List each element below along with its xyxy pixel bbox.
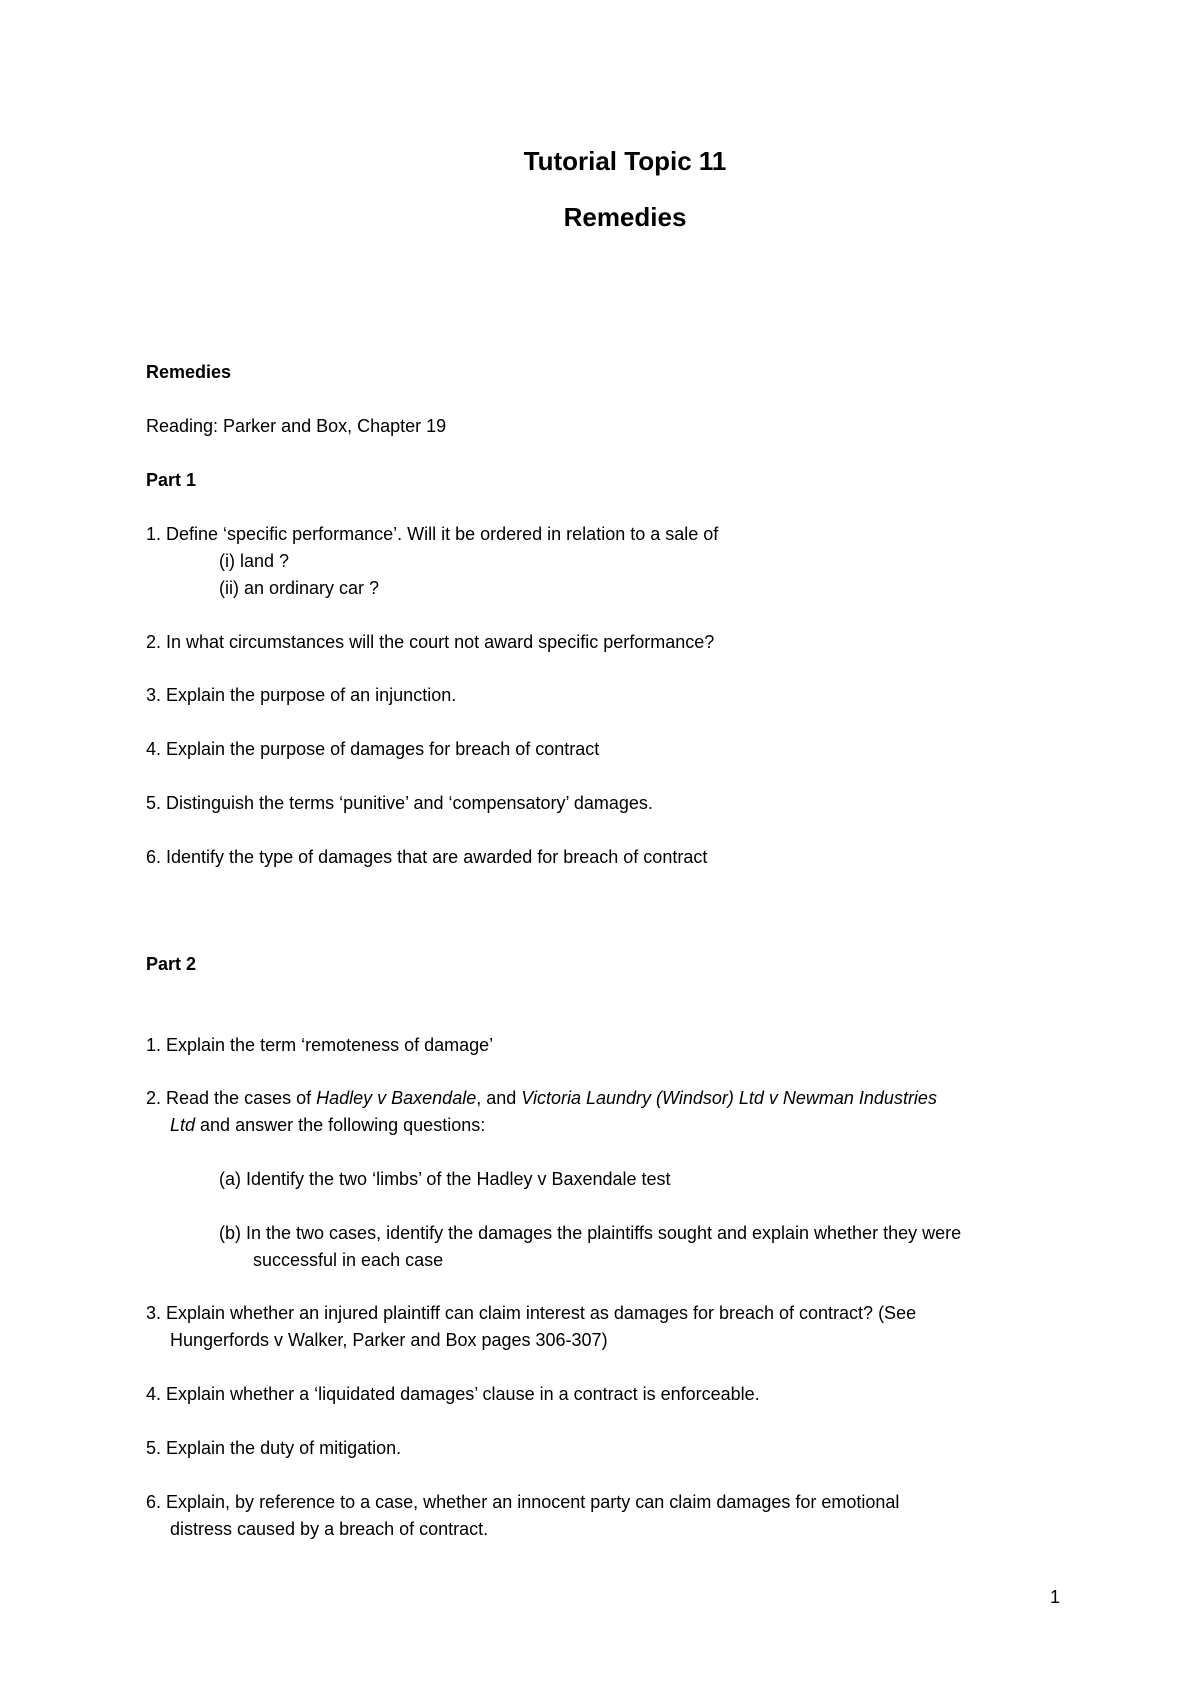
part1-question-6: 6. Identify the type of damages that are awarded for breach of contract xyxy=(146,847,708,867)
part2-question-3-line2: Hungerfords v Walker, Parker and Box pages 306-307) xyxy=(170,1330,608,1350)
case-victoria-laundry-cont: Ltd xyxy=(170,1115,196,1135)
part2-question-6-line2: distress caused by a breach of contract. xyxy=(170,1519,489,1539)
part1-question-1-i: (i) land ? xyxy=(219,551,290,571)
part2-heading: Part 2 xyxy=(146,954,197,974)
section-heading: Remedies xyxy=(146,362,232,382)
part2-q2-mid: , and xyxy=(476,1088,522,1108)
part1-question-3: 3. Explain the purpose of an injunction. xyxy=(146,685,457,705)
case-victoria-laundry: Victoria Laundry (Windsor) Ltd v Newman Industries xyxy=(521,1088,937,1108)
part1-question-4: 4. Explain the purpose of damages for breach of contract xyxy=(146,739,600,759)
case-hadley-v-baxendale: Hadley v Baxendale xyxy=(316,1088,477,1108)
part1-question-2: 2. In what circumstances will the court not award specific performance? xyxy=(146,632,715,652)
part2-question-4: 4. Explain whether a ‘liquidated damages’ clause in a contract is enforceable. xyxy=(146,1384,760,1404)
part2-question-2-b-line2: successful in each case xyxy=(253,1250,444,1270)
part1-question-5: 5. Distinguish the terms ‘punitive’ and ‘compensatory’ damages. xyxy=(146,793,653,813)
document-subtitle: Remedies xyxy=(563,202,687,232)
part2-q2-suffix: and answer the following questions: xyxy=(195,1115,486,1135)
part2-question-2-a: (a) Identify the two ‘limbs’ of the Hadley v Baxendale test xyxy=(219,1169,671,1189)
part2-question-2-line2 xyxy=(170,1114,485,1136)
part2-question-2-b-line1: (b) In the two cases, identify the damages the plaintiffs sought and explain whether they were xyxy=(219,1223,962,1243)
part2-question-6-line1: 6. Explain, by reference to a case, whether an innocent party can claim damages for emotional xyxy=(146,1492,900,1512)
part1-question-1: 1. Define ‘specific performance’. Will it be ordered in relation to a sale of xyxy=(146,524,719,544)
part2-q2-prefix: 2. Read the cases of xyxy=(146,1088,317,1108)
reading-line: Reading: Parker and Box, Chapter 19 xyxy=(146,416,447,436)
part1-heading: Part 1 xyxy=(146,470,197,490)
page-number: 1 xyxy=(1050,1587,1061,1607)
part2-question-5: 5. Explain the duty of mitigation. xyxy=(146,1438,402,1458)
part2-question-2-line1 xyxy=(146,1087,937,1109)
document-title: Tutorial Topic 11 xyxy=(523,146,727,176)
part1-question-1-ii: (ii) an ordinary car ? xyxy=(219,578,380,598)
part2-question-1: 1. Explain the term ‘remoteness of damage’ xyxy=(146,1035,494,1055)
part2-question-3-line1: 3. Explain whether an injured plaintiff can claim interest as damages for breach of contract? (See xyxy=(146,1303,917,1323)
